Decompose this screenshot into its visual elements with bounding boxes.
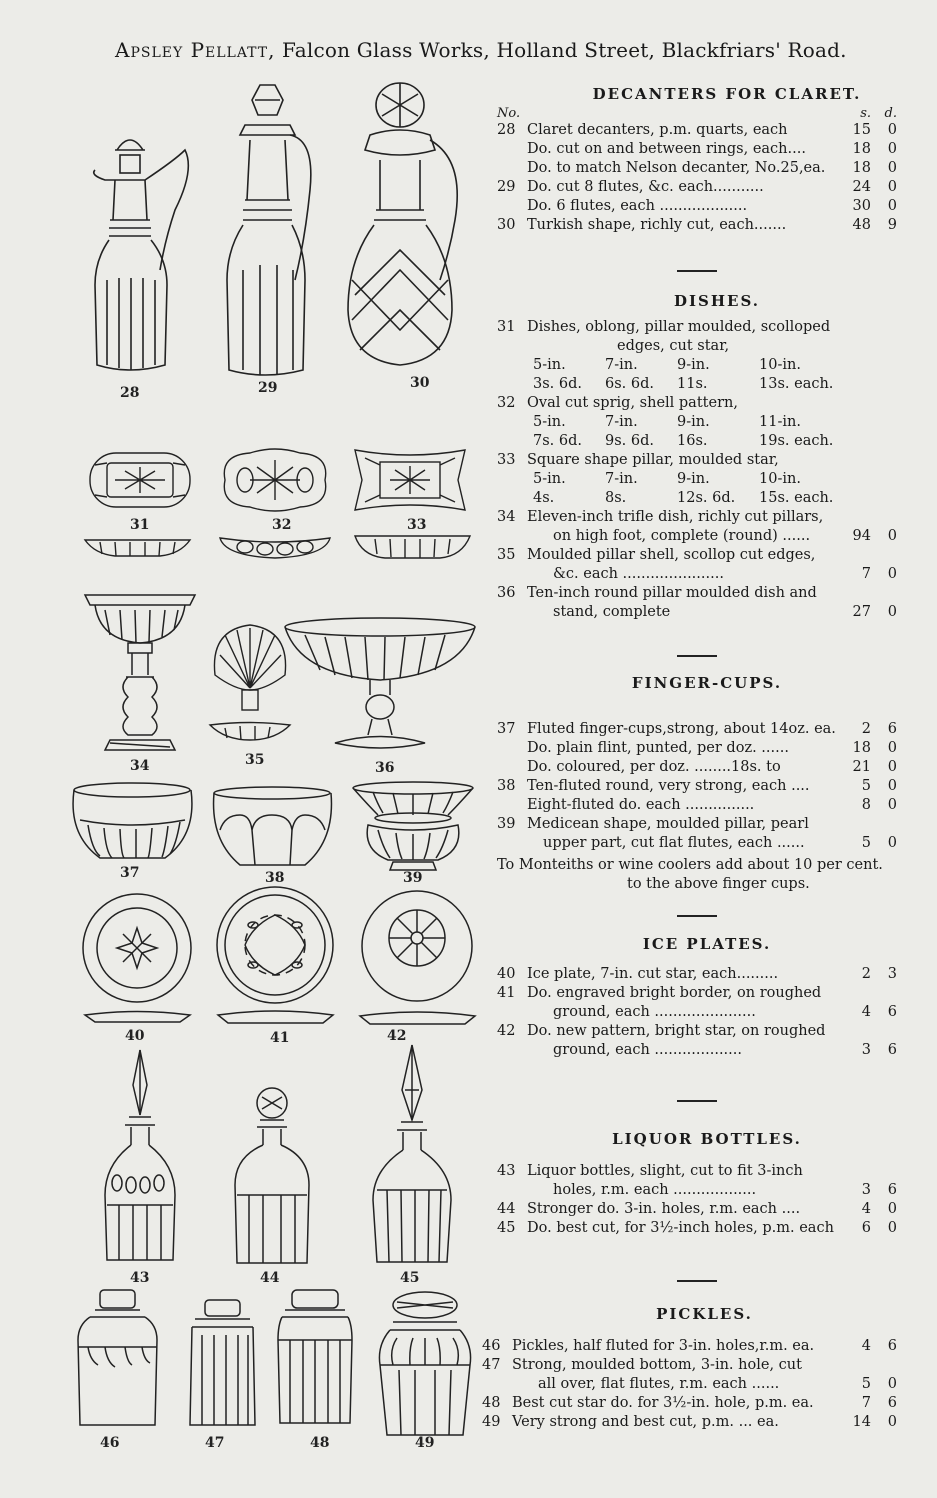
section-title-ice-plates: ICE PLATES. [642, 935, 772, 953]
dish-33-top-illustration [350, 440, 470, 520]
section-ice-plates [497, 935, 897, 1060]
section-title-finger-cups: FINGER-CUPS. [631, 674, 783, 692]
section-dishes [497, 292, 897, 622]
ice-plate-42-illustration [355, 888, 480, 1033]
trifle-dish-34-illustration [80, 585, 200, 760]
column-header-row [497, 106, 897, 121]
figure-number-42: 42 [387, 1028, 407, 1044]
dish-32-top-illustration [215, 445, 335, 515]
figure-number-47: 47 [205, 1435, 225, 1451]
price-row: 48 Best cut star do. for 3½-in. hole, p.m. ea. 7 6 [482, 1395, 897, 1411]
section-title-pickles: PICKLES. [656, 1305, 753, 1323]
price-row: 40 Ice plate, 7-in. cut star, each......... 2 3 [497, 966, 897, 982]
section-finger-cups [497, 674, 897, 894]
price-row: 44 Stronger do. 3-in. holes, r.m. each .... 4 0 [497, 1201, 897, 1217]
price-size-row: 7s. 6d. 9s. 6d. 16s. 19s. each. [533, 433, 834, 449]
section-title-dishes: DISHES. [674, 292, 760, 310]
pickle-jar-49-illustration [375, 1290, 475, 1440]
price-row: 37 Fluted finger-cups,strong, about 14oz. ea. 2 6 [497, 721, 897, 737]
price-row: 29 Do. cut 8 flutes, &c. each........... 24 0 [497, 179, 897, 195]
figure-number-49: 49 [415, 1435, 435, 1451]
figure-number-29: 29 [258, 380, 278, 396]
size-row: 5-in. 7-in. 9-in. 10-in. [533, 357, 801, 373]
finger-cup-39-illustration [348, 780, 478, 872]
figure-number-31: 31 [130, 517, 150, 533]
decanter-items [497, 121, 897, 235]
price-row: 30 Turkish shape, richly cut, each....... 48 9 [497, 217, 897, 233]
price-row: 36 Ten-inch round pillar moulded dish and [497, 585, 817, 601]
price-row: 28 Claret decanters, p.m. quarts, each 15 0 [497, 122, 897, 138]
price-row-continued: on high foot, complete (round) ...... 94 0 [553, 528, 897, 544]
price-row: 33 Square shape pillar, moulded star, [497, 452, 779, 468]
price-size-row: 3s. 6d. 6s. 6d. 11s. 13s. each. [533, 376, 834, 392]
page-header [115, 38, 895, 62]
finger-cup-37-illustration [70, 780, 195, 865]
divider [677, 270, 717, 272]
price-row: 41 Do. engraved bright border, on roughed [497, 985, 822, 1001]
decanter-28-illustration [85, 110, 195, 390]
col-s: s. [860, 106, 871, 121]
divider [677, 1280, 717, 1282]
divider [677, 915, 717, 917]
liquor-bottle-44-illustration [225, 1085, 320, 1270]
figure-number-44: 44 [260, 1270, 280, 1286]
price-row: Do. plain flint, punted, per doz. ...... 18 0 [527, 740, 897, 756]
pickle-jar-47-illustration [180, 1295, 265, 1435]
figure-number-33: 33 [407, 517, 427, 533]
dish-31-side-illustration [80, 532, 195, 562]
price-row-continued: ground, each ................... 3 6 [553, 1042, 897, 1058]
price-row-continued: holes, r.m. each .................. 3 6 [553, 1182, 897, 1198]
figure-number-32: 32 [272, 517, 292, 533]
dish-stand-36-illustration [280, 615, 480, 765]
figure-number-30: 30 [410, 375, 430, 391]
size-row: 5-in. 7-in. 9-in. 10-in. [533, 471, 801, 487]
price-row: 38 Ten-fluted round, very strong, each .... 5 0 [497, 778, 897, 794]
price-row-continued: edges, cut star, [617, 338, 730, 354]
liquor-bottle-45-illustration [365, 1040, 460, 1270]
ice-plate-40-illustration [80, 890, 195, 1035]
pickle-jar-48-illustration [270, 1285, 360, 1430]
price-row: Do. to match Nelson decanter, No.25,ea. 18 0 [527, 160, 897, 176]
price-row: 32 Oval cut sprig, shell pattern, [497, 395, 738, 411]
figure-number-36: 36 [375, 760, 395, 776]
price-row: 31 Dishes, oblong, pillar moulded, scolloped [497, 319, 831, 335]
figure-number-43: 43 [130, 1270, 150, 1286]
figure-number-37: 37 [120, 865, 140, 881]
liquor-bottle-43-illustration [95, 1045, 185, 1270]
divider [677, 1100, 717, 1102]
figure-number-28: 28 [120, 385, 140, 401]
dish-32-side-illustration [215, 532, 335, 562]
pickle-jar-46-illustration [70, 1285, 165, 1435]
price-row-continued: stand, complete 27 0 [553, 604, 897, 620]
dish-33-side-illustration [350, 530, 475, 562]
price-row-continued: all over, flat flutes, r.m. each ...... 5 0 [538, 1376, 897, 1392]
section-title-decanters: DECANTERS FOR CLARET. [592, 85, 862, 103]
note-line: To Monteiths or wine coolers add about 10 per cent. [497, 857, 883, 873]
decanter-30-illustration [340, 80, 480, 380]
figure-number-35: 35 [245, 752, 265, 768]
section-title-liquor-bottles: LIQUOR BOTTLES. [612, 1130, 802, 1148]
price-row-continued: ground, each ...................... 4 6 [553, 1004, 897, 1020]
section-decanters [497, 85, 897, 235]
price-row: Do. coloured, per doz. ........18s. to 21 0 [527, 759, 897, 775]
price-row: 35 Moulded pillar shell, scollop cut edges, [497, 547, 816, 563]
note-line: to the above finger cups. [627, 876, 810, 892]
price-row: Eight-fluted do. each ............... 8 0 [527, 797, 897, 813]
finger-cup-38-illustration [210, 785, 335, 870]
section-pickles [482, 1305, 897, 1432]
price-row: 39 Medicean shape, moulded pillar, pearl [497, 816, 809, 832]
header-address: Falcon Glass Works, Holland Street, Blackfriars' Road. [282, 38, 847, 62]
figure-number-39: 39 [403, 870, 423, 886]
size-row: 5-in. 7-in. 9-in. 11-in. [533, 414, 801, 430]
price-row: 46 Pickles, half fluted for 3-in. holes,r.m. ea. 4 6 [482, 1338, 897, 1354]
divider [677, 655, 717, 657]
header-name: Apsley Pellatt, [115, 38, 276, 62]
figure-number-34: 34 [130, 758, 150, 774]
col-d: d. [884, 106, 897, 121]
decanter-29-illustration [215, 80, 325, 380]
figure-number-38: 38 [265, 870, 285, 886]
figure-number-45: 45 [400, 1270, 420, 1286]
figure-number-46: 46 [100, 1435, 120, 1451]
price-row: 42 Do. new pattern, bright star, on roughed [497, 1023, 826, 1039]
price-row: 49 Very strong and best cut, p.m. ... ea. 14 0 [482, 1414, 897, 1430]
figure-number-48: 48 [310, 1435, 330, 1451]
figure-number-40: 40 [125, 1028, 145, 1044]
price-row-continued: upper part, cut flat flutes, each ...... 5 0 [543, 835, 897, 851]
price-row-continued: &c. each ...................... 7 0 [553, 566, 897, 582]
price-row: 47 Strong, moulded bottom, 3-in. hole, cut [482, 1357, 802, 1373]
col-no: No. [497, 106, 521, 121]
ice-plate-41-illustration [213, 885, 338, 1035]
dish-31-top-illustration [85, 445, 195, 515]
price-row: Do. 6 flutes, each ................... 30 0 [527, 198, 897, 214]
figure-number-41: 41 [270, 1030, 290, 1046]
price-row: 34 Eleven-inch trifle dish, richly cut pillars, [497, 509, 824, 525]
price-size-row: 4s. 8s. 12s. 6d. 15s. each. [533, 490, 834, 506]
section-liquor-bottles [497, 1130, 897, 1238]
price-row: 43 Liquor bottles, slight, cut to fit 3-inch [497, 1163, 803, 1179]
price-row: 45 Do. best cut, for 3½-inch holes, p.m. each 6 0 [497, 1220, 897, 1236]
price-row: Do. cut on and between rings, each.... 18 0 [527, 141, 897, 157]
figure-column [65, 80, 490, 1480]
